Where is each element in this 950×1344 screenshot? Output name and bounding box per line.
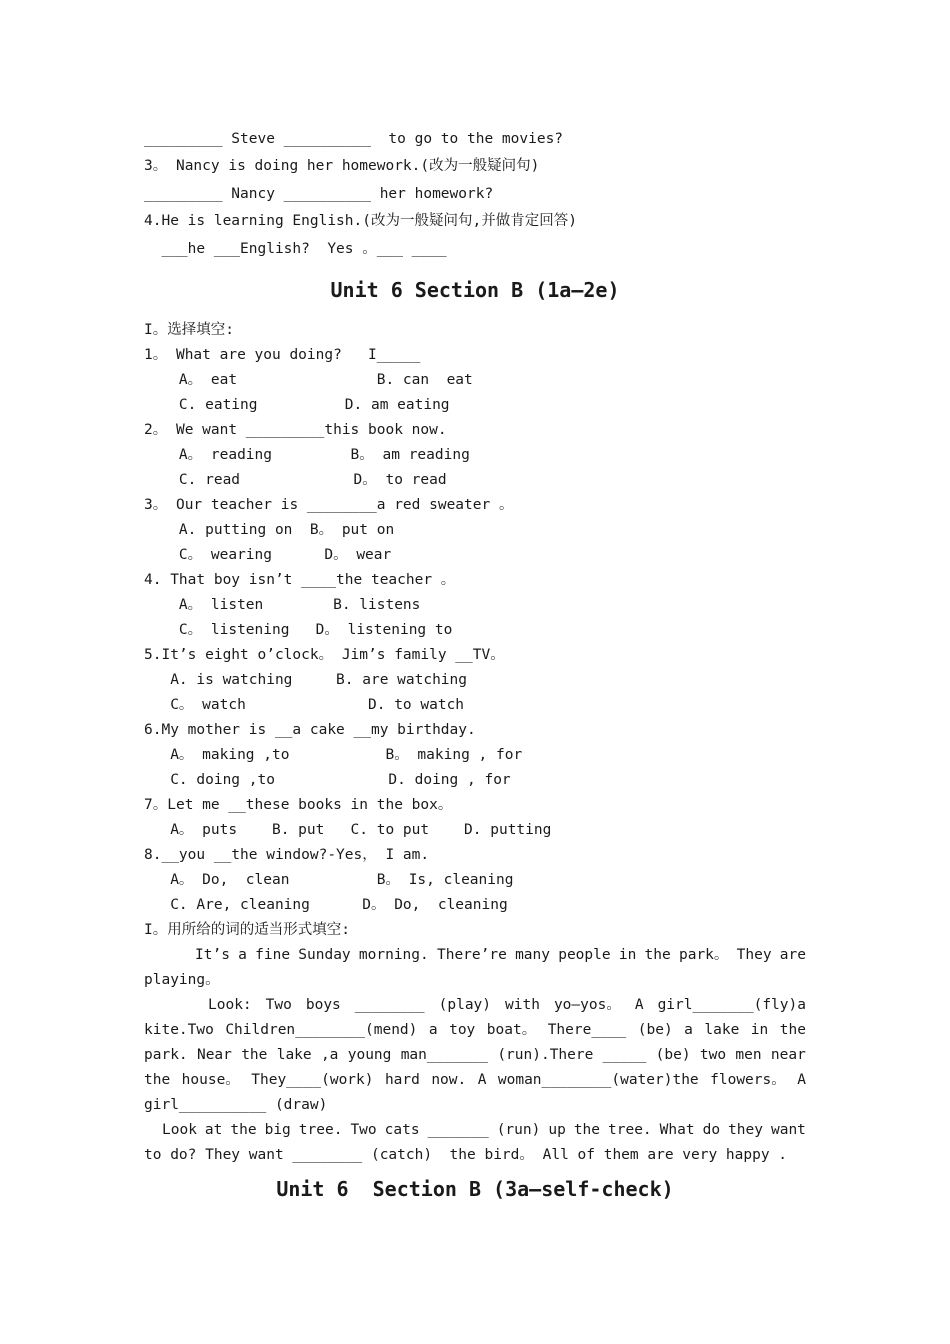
- option-line: A。 eat B. can eat: [144, 372, 473, 388]
- passage-line: Look: Two boys ________ (play) with yo—yos。 A girl_______(fly)a: [208, 997, 806, 1013]
- option-line: A. putting on B。 put on: [144, 522, 395, 538]
- question-line: 7。Let me __these books in the box。: [144, 797, 453, 813]
- section-heading: Unit 6 Section B (3a—self-check): [276, 1177, 674, 1201]
- question-line: 1。 What are you doing? I_____: [144, 347, 421, 363]
- section-heading: Unit 6 Section B (1a—2e): [330, 278, 620, 302]
- question-line: 6.My mother is __a cake __my birthday.: [144, 722, 476, 738]
- section-title: I。用所给的词的适当形式填空:: [144, 922, 350, 938]
- option-line: C。 wearing D。 wear: [144, 547, 392, 563]
- fill-in-line: _________ Steve __________ to go to the movies?: [144, 131, 564, 147]
- option-line: C. read D。 to read: [144, 472, 447, 488]
- passage-line: It’s a fine Sunday morning. There’re many people in the park。 They are: [195, 947, 806, 963]
- option-line: A。 listen B. listens: [144, 597, 421, 613]
- passage-line: park. Near the lake ,a young man_______ (run).There _____ (be) two men near: [144, 1047, 806, 1063]
- option-line: A。 making ,to B。 making , for: [144, 747, 523, 763]
- option-line: A。 reading B。 am reading: [144, 447, 470, 463]
- section-title: I。选择填空:: [144, 322, 234, 338]
- option-line: C. doing ,to D. doing , for: [144, 772, 511, 788]
- option-line: A。 Do, clean B。 Is, cleaning: [144, 872, 514, 888]
- option-line: C。 listening D。 listening to: [144, 622, 453, 638]
- option-line: C. eating D. am eating: [144, 397, 450, 413]
- option-line: A. is watching B. are watching: [144, 672, 468, 688]
- question-line: 8.__you __the window?-Yes， I am.: [144, 847, 430, 863]
- passage-line: the house。 They____(work) hard now. A woman________(water)the flowers。 A: [144, 1072, 806, 1088]
- question-line: 5.It’s eight o’clock。 Jim’s family __TV。: [144, 647, 505, 663]
- passage-line: Look at the big tree. Two cats _______ (run) up the tree. What do they want: [162, 1122, 806, 1138]
- passage-line: kite.Two Children________(mend) a toy boat。 There____ (be) a lake in the: [144, 1022, 806, 1038]
- fill-in-line: ___he ___English? Yes 。___ ____: [144, 241, 447, 257]
- passage-line: girl__________ (draw): [144, 1097, 328, 1113]
- question-line: 2。 We want _________this book now.: [144, 422, 447, 438]
- option-line: C。 watch D. to watch: [144, 697, 465, 713]
- question-line: 3。 Our teacher is ________a red sweater 。: [144, 497, 514, 513]
- question-line: 4. That boy isn’t ____the teacher 。: [144, 572, 456, 588]
- passage-line: to do? They want ________ (catch) the bird。 All of them are very happy .: [144, 1147, 788, 1163]
- question-line: 4.He is learning English.(改为一般疑问句,并做肯定回答): [144, 213, 577, 229]
- passage-line: playing。: [144, 972, 220, 988]
- question-line: 3。 Nancy is doing her homework.(改为一般疑问句): [144, 158, 540, 174]
- fill-in-line: _________ Nancy __________ her homework?: [144, 186, 494, 202]
- option-line: C. Are, cleaning D。 Do, cleaning: [144, 897, 508, 913]
- option-line: A。 puts B. put C. to put D. putting: [144, 822, 552, 838]
